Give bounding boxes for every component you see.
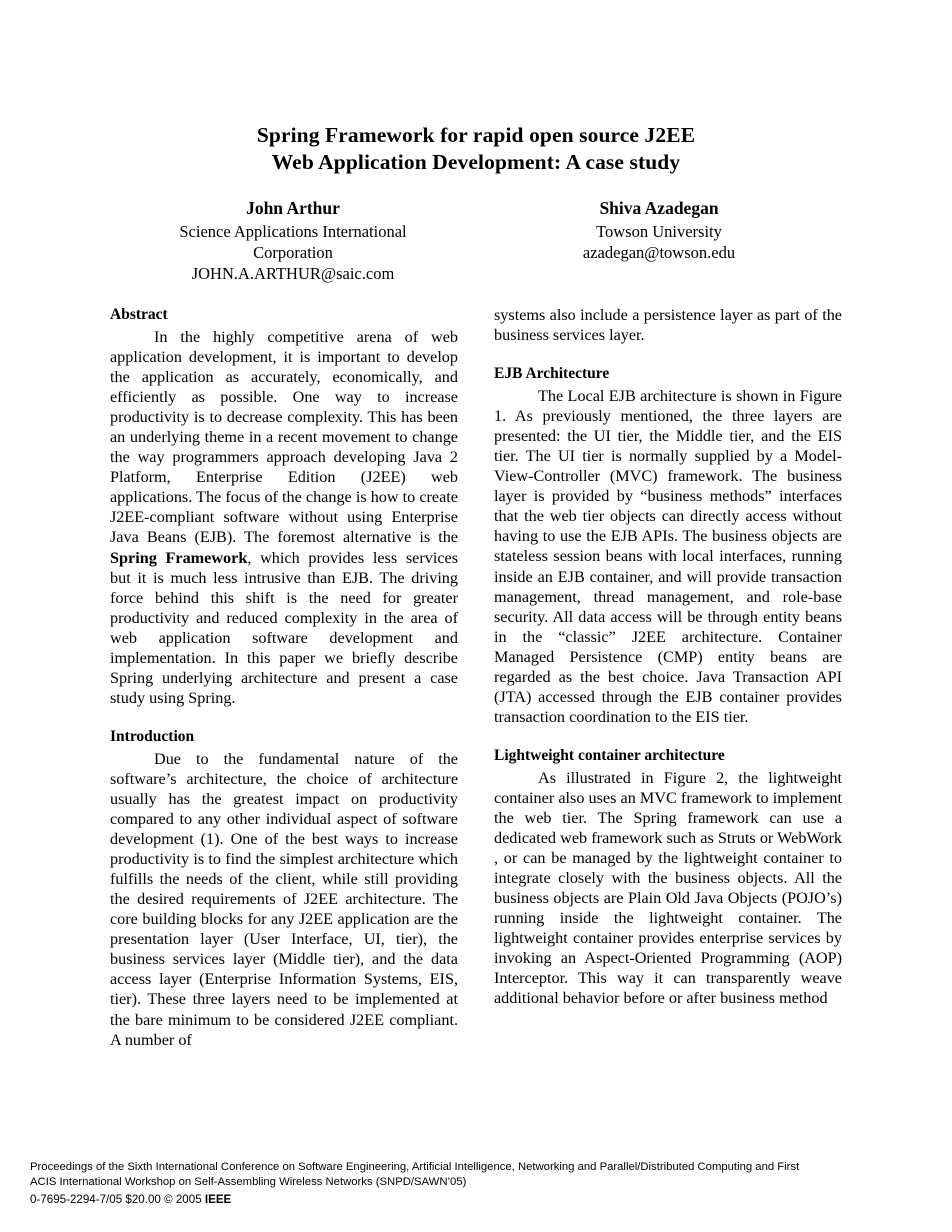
author-1-email: JOHN.A.ARTHUR@saic.com [191,264,395,283]
abstract-heading: Abstract [110,306,168,323]
ejb-architecture-heading: EJB Architecture [494,365,610,383]
author-2-name: Shiva Azadegan [599,198,719,218]
author-1 [110,198,476,284]
lightweight-container-heading: Lightweight container architecture [494,746,725,764]
author-1-name: John Arthur [246,198,340,218]
abstract-text-part-1: In the highly competitive arena of web application development, it is important to develop the application as accurately, economically, and efficiently as possible. One way to increase productivity is to decrease complexity. This has been an underlying theme in a recent movement to change the way programmers approach developing Java 2 Platform, Enterprise Edition (J2EE) web applications. The focus of the change is how to create J2EE-compliant software without using Enterprise Java Beans (EJB). The foremost alternative is the [110,328,458,547]
title-line-1: Spring Framework for rapid open source J2EE [256,123,696,148]
ejb-architecture-paragraph: The Local EJB architecture is shown in Figure 1. As previously mentioned, the three layers are presented: the UI tier, the Middle tier, and the EIS tier. The UI tier is normally supplied by a Model-View-Controller (MVC) framework. The business layer is provided by “business methods” interfaces that the web tier objects can directly access without having to use the EJB APIs. The business objects are stateless session beans with local interfaces, running inside an EJB container, and will provide transaction management, thread management, and role-base security. All data access will be through entity beans in the “classic” J2EE architecture. Container Managed Persistence (CMP) entity beans are regarded as the best choice. Java Transaction API (JTA) accessed through the EJB container provides transaction coordination to the EIS tier. [494,387,842,726]
footer-isbn-text: 0-7695-2294-7/05 $20.00 © 2005 [30,1193,205,1207]
paper-title-block [110,108,842,191]
footer-proceedings-line-2: ACIS International Workshop on Self-Assembling Wireless Networks (SNPD/SAWN’05) [30,1176,467,1189]
lightweight-container-paragraph: As illustrated in Figure 2, the lightweight container also uses an MVC framework to implement the web tier. The Spring framework can use a dedicated web framework such as Struts or WebWork , or can be managed by the lightweight container to integrate closely with the business objects. All the business objects are Plain Old Java Objects (POJO’s) running inside the lightweight container. The lightweight container provides enterprise services by invoking an Aspect-Oriented Programming (AOP) Interceptor. This way it can transparently weave additional behavior before or after business method [494,768,842,1008]
left-column [110,305,458,1050]
footer-proceedings-line-1: Proceedings of the Sixth International Conference on Software Engineering, Artificial Intelligence, Networking and Parallel/Distributed Computing and First [30,1161,800,1173]
author-block [110,198,842,284]
author-2-affiliation-line-1: Towson University [596,222,722,241]
introduction-heading: Introduction [110,727,195,745]
abstract-paragraph [110,327,458,708]
continuation-paragraph: systems also include a persistence layer as part of the business services layer. [494,306,842,345]
page-title [110,122,842,176]
abstract-bold-term: Spring Framework [110,548,248,567]
title-line-2: Web Application Development: A case study [271,150,681,175]
proceedings-footer [30,1160,920,1208]
author-2 [476,198,842,284]
footer-isbn-line [30,1192,920,1207]
author-1-affiliation-line-1: Science Applications International [179,222,407,241]
author-2-email: azadegan@towson.edu [582,243,736,262]
introduction-paragraph: Due to the fundamental nature of the software’s architecture, the choice of architecture usually has the greatest impact on productivity compared to any other individual aspect of software development (1). One of the best ways to increase productivity is to find the simplest architecture which fulfills the needs of the client, while still providing the desired requirements of J2EE architecture. The core building blocks for any J2EE application are the presentation layer (User Interface, UI, tier), the business services layer (Middle tier), and the data access layer (Enterprise Information Systems, EIS, tier). These three layers need to be implemented at the bare minimum to be considered J2EE compliant. A number of [110,749,458,1049]
footer-publisher: IEEE [204,1193,232,1207]
abstract-text-part-2: , which provides less services but it is much less intrusive than EJB. The driving force behind this shift is the need for greater productivity and reduced complexity in the area of web application software development and implementation. In this paper we briefly describe Spring underlying architecture and present a case study using Spring. [110,548,458,707]
right-column [494,305,842,1008]
author-1-affiliation-line-2: Corporation [253,243,333,262]
